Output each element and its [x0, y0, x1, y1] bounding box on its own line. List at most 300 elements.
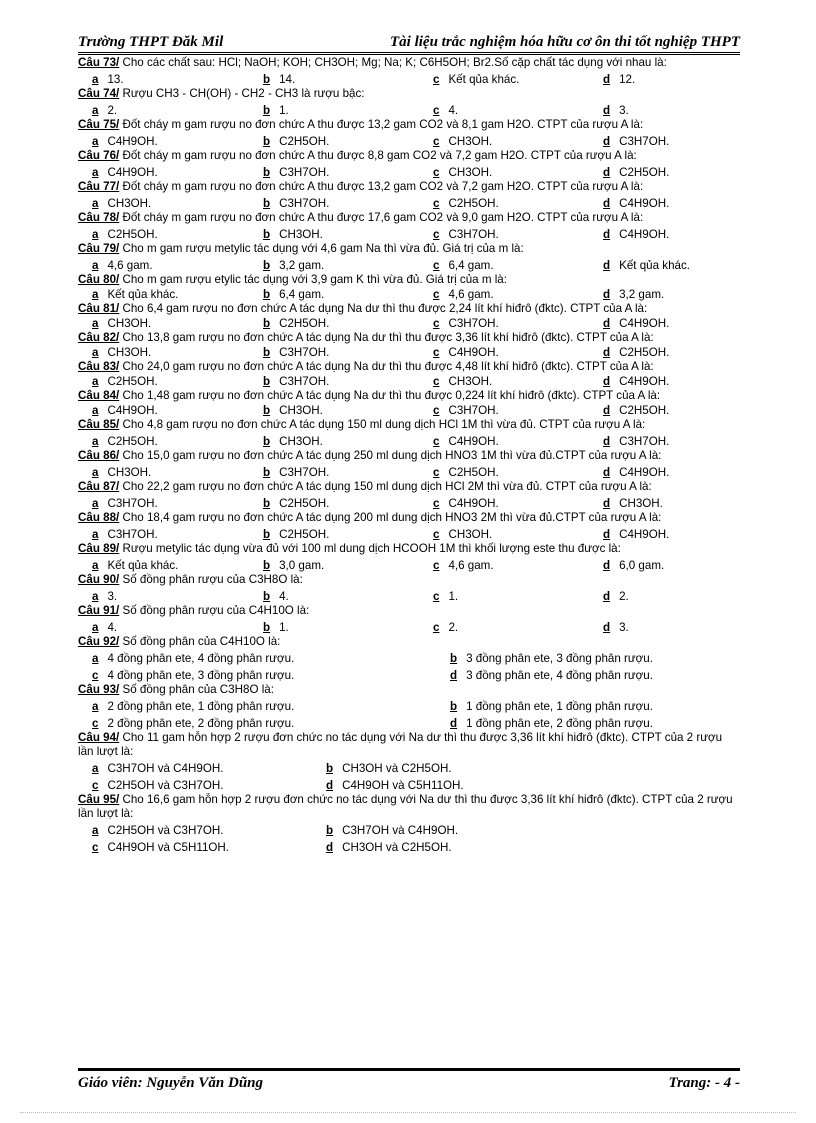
option-letter: d	[603, 135, 611, 148]
option-letter: a	[92, 375, 99, 388]
option-text: C4H9OH.	[619, 197, 670, 210]
question-text: Đốt cháy m gam rượu no đơn chức A thu được 8,8 gam CO2 và 7,2 gam H2O. CTPT của rượu A là:	[119, 149, 637, 162]
option-letter: d	[603, 288, 611, 301]
option-text: 3,2 gam.	[279, 259, 325, 272]
option-text: Kết qủa khác.	[107, 559, 179, 572]
question-label: Câu 84/	[78, 389, 120, 402]
option-letter: b	[263, 288, 271, 301]
option-letter: c	[92, 669, 99, 682]
option-letter: d	[603, 466, 611, 479]
option-d	[603, 288, 664, 302]
option-letter: b	[263, 166, 271, 179]
option-text: CH3OH và C2H5OH.	[342, 841, 452, 854]
option-letter: a	[92, 73, 99, 86]
option-text: 3.	[619, 621, 629, 634]
option-text: 1.	[279, 104, 289, 117]
option-letter: c	[433, 228, 440, 241]
option-letter: d	[603, 346, 611, 359]
question-stem	[78, 331, 740, 345]
document-title: Tài liệu trắc nghiệm hóa hữu cơ ôn thi tốt nghiệp THPT	[390, 34, 740, 50]
options-row	[78, 432, 740, 449]
options-row	[78, 587, 740, 604]
option-b	[263, 346, 329, 360]
question-88	[78, 511, 740, 542]
option-letter: d	[603, 104, 611, 117]
question-label: Câu 74/	[78, 87, 120, 100]
question-text: Cho 11 gam hỗn hợp 2 rượu đơn chức no tác dụng với Na dư thì thu được 3,36 lít khí hiđrô (đktc). CTPT của 2 rượu lần lượt là:	[78, 731, 723, 758]
option-letter: b	[263, 404, 271, 417]
option-c	[433, 197, 499, 211]
option-d	[603, 621, 629, 635]
option-letter: b	[263, 375, 271, 388]
option-text: 13.	[107, 73, 124, 86]
option-letter: a	[92, 259, 99, 272]
option-text: 3.	[619, 104, 629, 117]
option-d	[603, 497, 663, 511]
question-stem	[78, 273, 740, 287]
question-label: Câu 89/	[78, 542, 120, 555]
options-row	[78, 714, 740, 731]
option-b	[263, 228, 323, 242]
option-text: 1 đồng phân ete, 1 đồng phân rượu.	[466, 700, 653, 713]
option-text: C3H7OH.	[279, 375, 330, 388]
question-label: Câu 81/	[78, 302, 120, 315]
option-text: C3H7OH và C4H9OH.	[107, 762, 224, 775]
option-d	[450, 717, 653, 731]
option-a	[92, 197, 151, 211]
option-letter: c	[433, 166, 440, 179]
option-a	[92, 288, 178, 302]
question-label: Câu 94/	[78, 731, 120, 744]
option-letter: c	[92, 779, 99, 792]
option-c	[433, 435, 499, 449]
option-letter: b	[326, 824, 334, 837]
option-letter: c	[433, 317, 440, 330]
options-row	[78, 403, 740, 418]
question-85	[78, 418, 740, 449]
option-text: 12.	[619, 73, 636, 86]
question-label: Câu 77/	[78, 180, 120, 193]
option-letter: c	[433, 528, 440, 541]
option-letter: a	[92, 404, 99, 417]
question-text: Số đồng phân rượu của C3H8O là:	[119, 573, 303, 586]
option-d	[603, 466, 669, 480]
option-c	[92, 841, 229, 855]
option-a	[92, 824, 223, 838]
options-row	[78, 345, 740, 360]
question-text: Số đồng phân rượu của C4H10O là:	[119, 604, 310, 617]
option-text: CH3OH.	[107, 466, 152, 479]
options-row	[78, 70, 740, 87]
option-c	[433, 317, 499, 331]
option-letter: d	[603, 317, 611, 330]
option-text: C3H7OH.	[448, 404, 499, 417]
question-stem	[78, 731, 740, 759]
question-stem	[78, 683, 740, 697]
options-row	[78, 256, 740, 273]
question-text: Cho m gam rượu etylic tác dụng với 3,9 gam K thì vừa đủ. Giá trị của m là:	[119, 273, 507, 286]
option-text: C4H9OH.	[619, 528, 670, 541]
option-text: 4.	[448, 104, 459, 117]
question-label: Câu 85/	[78, 418, 120, 431]
option-b	[263, 404, 323, 418]
question-82	[78, 331, 740, 360]
option-text: C4H9OH.	[448, 346, 499, 359]
option-text: C2H5OH và C3H7OH.	[107, 779, 224, 792]
question-90	[78, 573, 740, 604]
option-text: CH3OH.	[448, 166, 493, 179]
option-b	[263, 73, 295, 87]
question-label: Câu 86/	[78, 449, 120, 462]
question-stem	[78, 449, 740, 463]
page-header	[78, 32, 740, 55]
question-label: Câu 78/	[78, 211, 120, 224]
question-77	[78, 180, 740, 211]
option-text: CH3OH.	[107, 346, 152, 359]
page-footer	[78, 1068, 740, 1095]
option-a	[92, 317, 151, 331]
option-letter: a	[92, 135, 99, 148]
question-label: Câu 93/	[78, 683, 120, 696]
option-text: 6,4 gam.	[279, 288, 325, 301]
option-text: CH3OH.	[448, 375, 493, 388]
option-b	[263, 197, 329, 211]
option-letter: b	[263, 621, 271, 634]
question-stem	[78, 87, 740, 101]
option-c	[433, 104, 458, 118]
school-name: Trường THPT Đăk Mil	[78, 34, 224, 50]
option-text: 4,6 gam.	[448, 288, 494, 301]
option-letter: b	[450, 700, 458, 713]
question-stem	[78, 118, 740, 132]
option-letter: c	[433, 346, 440, 359]
option-c	[92, 779, 223, 793]
option-letter: c	[433, 104, 440, 117]
option-c	[433, 528, 492, 542]
option-letter: b	[263, 528, 271, 541]
option-letter: d	[603, 497, 611, 510]
option-d	[603, 404, 669, 418]
question-80	[78, 273, 740, 302]
question-text: Cho 4,8 gam rượu no đơn chức A tác dụng 150 ml dung dịch HCl 1M thì vừa đủ. CTPT của rượu A là:	[119, 418, 646, 431]
option-text: 1.	[448, 590, 459, 603]
question-stem	[78, 635, 740, 649]
option-a	[92, 621, 117, 635]
option-c	[433, 73, 519, 87]
option-letter: c	[433, 404, 440, 417]
option-a	[92, 104, 117, 118]
question-92	[78, 635, 740, 683]
option-a	[92, 528, 158, 542]
option-text: 4.	[107, 621, 118, 634]
options-row	[78, 287, 740, 302]
option-letter: b	[263, 559, 271, 572]
question-stem	[78, 360, 740, 374]
question-79	[78, 242, 740, 273]
option-d	[603, 317, 669, 331]
option-d	[603, 166, 669, 180]
option-letter: d	[450, 669, 458, 682]
option-text: C2H5OH.	[279, 317, 330, 330]
option-c	[92, 669, 294, 683]
question-label: Câu 92/	[78, 635, 120, 648]
option-text: C2H5OH.	[448, 197, 499, 210]
option-letter: d	[603, 528, 611, 541]
question-text: Đốt cháy m gam rượu no đơn chức A thu được 17,6 gam CO2 và 9,0 gam H2O. CTPT của rượu A là:	[119, 211, 644, 224]
question-stem	[78, 511, 740, 525]
option-letter: b	[263, 135, 271, 148]
option-letter: b	[263, 259, 271, 272]
option-c	[433, 228, 499, 242]
option-text: CH3OH.	[448, 135, 493, 148]
question-label: Câu 80/	[78, 273, 120, 286]
option-text: 3 đồng phân ete, 4 đồng phân rượu.	[466, 669, 653, 682]
option-letter: a	[92, 590, 99, 603]
question-label: Câu 87/	[78, 480, 120, 493]
question-stem	[78, 242, 740, 256]
option-text: C4H9OH.	[619, 228, 670, 241]
option-a	[92, 700, 294, 714]
option-text: C2H5OH.	[279, 135, 330, 148]
option-text: C2H5OH.	[279, 497, 330, 510]
options-row	[78, 463, 740, 480]
options-row	[78, 666, 740, 683]
option-letter: d	[603, 590, 611, 603]
option-b	[263, 559, 324, 573]
option-letter: b	[263, 73, 271, 86]
option-letter: d	[603, 435, 611, 448]
option-a	[92, 762, 223, 776]
question-74	[78, 87, 740, 118]
question-stem	[78, 542, 740, 556]
option-text: C2H5OH.	[107, 228, 158, 241]
option-letter: b	[263, 435, 271, 448]
option-text: CH3OH.	[279, 404, 323, 417]
option-text: Kết qủa khác.	[619, 259, 690, 272]
option-text: C3H7OH.	[619, 135, 670, 148]
option-letter: a	[92, 700, 99, 713]
option-letter: d	[603, 621, 611, 634]
option-letter: a	[92, 497, 99, 510]
option-text: C3H7OH.	[279, 466, 330, 479]
question-label: Câu 90/	[78, 573, 120, 586]
option-text: C3H7OH.	[279, 166, 330, 179]
option-letter: a	[92, 317, 99, 330]
option-letter: a	[92, 762, 99, 775]
option-c	[433, 259, 494, 273]
option-a	[92, 135, 158, 149]
option-c	[92, 717, 294, 731]
option-text: C2H5OH.	[619, 346, 670, 359]
option-text: 3 đồng phân ete, 3 đồng phân rượu.	[466, 652, 653, 665]
option-text: C4H9OH và C5H11OH.	[342, 779, 464, 792]
option-b	[263, 528, 329, 542]
question-stem	[78, 56, 740, 70]
options-row	[78, 618, 740, 635]
options-row	[78, 821, 740, 838]
option-b	[326, 762, 452, 776]
question-label: Câu 83/	[78, 360, 120, 373]
option-text: 2.	[448, 621, 459, 634]
options-row	[78, 101, 740, 118]
option-a	[92, 652, 294, 666]
option-letter: a	[92, 528, 99, 541]
question-stem	[78, 793, 740, 821]
question-95	[78, 793, 740, 855]
teacher-name: Giáo viên: Nguyễn Văn Dũng	[78, 1075, 264, 1091]
option-text: 2 đồng phân ete, 2 đồng phân rượu.	[107, 717, 295, 730]
options-row	[78, 225, 740, 242]
option-letter: c	[433, 259, 440, 272]
option-text: C4H9OH.	[448, 435, 499, 448]
option-letter: a	[92, 435, 99, 448]
option-letter: b	[263, 197, 271, 210]
option-d	[326, 779, 464, 793]
question-84	[78, 389, 740, 418]
option-letter: a	[92, 824, 99, 837]
question-stem	[78, 149, 740, 163]
option-text: C3H7OH.	[107, 528, 158, 541]
option-letter: b	[263, 346, 271, 359]
option-text: CH3OH.	[279, 228, 323, 241]
option-a	[92, 404, 158, 418]
option-letter: b	[263, 466, 271, 479]
question-stem	[78, 418, 740, 432]
option-c	[433, 346, 499, 360]
question-text: Cho 13,8 gam rượu no đơn chức A tác dụng Na dư thì thu được 3,36 lít khí hiđrô (đktc). CTPT của A là:	[119, 331, 654, 344]
option-letter: c	[433, 435, 440, 448]
option-letter: d	[603, 197, 611, 210]
option-text: Kết qủa khác.	[448, 73, 520, 86]
option-text: Kết qủa khác.	[107, 288, 179, 301]
question-94	[78, 731, 740, 793]
option-a	[92, 375, 158, 389]
question-text: Đốt cháy m gam rượu no đơn chức A thu được 13,2 gam CO2 và 8,1 gam H2O. CTPT của rượu A là:	[119, 118, 644, 131]
options-row	[78, 776, 740, 793]
question-label: Câu 75/	[78, 118, 120, 131]
option-text: C2H5OH.	[107, 435, 158, 448]
option-b	[450, 652, 653, 666]
question-75	[78, 118, 740, 149]
option-letter: c	[433, 497, 440, 510]
question-label: Câu 73/	[78, 56, 120, 69]
option-b	[450, 700, 653, 714]
options-row	[78, 163, 740, 180]
option-a	[92, 466, 151, 480]
option-text: CH3OH.	[107, 197, 152, 210]
option-d	[326, 841, 452, 855]
question-text: Cho 22,2 gam rượu no đơn chức A tác dụng 150 ml dung dịch HCl 2M thì vừa đủ. CTPT của rượu A là:	[119, 480, 652, 493]
option-a	[92, 435, 158, 449]
option-text: C4H9OH.	[619, 466, 670, 479]
option-text: C3H7OH.	[448, 317, 499, 330]
option-d	[603, 259, 690, 273]
page-number: Trang: - 4 -	[668, 1075, 740, 1091]
option-letter: c	[92, 841, 99, 854]
option-letter: b	[263, 590, 271, 603]
question-stem	[78, 302, 740, 316]
option-letter: c	[433, 288, 440, 301]
option-letter: c	[433, 621, 440, 634]
option-text: C3H7OH và C4H9OH.	[342, 824, 459, 837]
question-93	[78, 683, 740, 731]
question-81	[78, 302, 740, 331]
options-row	[78, 374, 740, 389]
option-text: 1.	[279, 621, 289, 634]
option-text: CH3OH.	[107, 317, 152, 330]
option-letter: a	[92, 621, 99, 634]
options-row	[78, 494, 740, 511]
page	[78, 32, 740, 855]
option-c	[433, 135, 492, 149]
option-text: 4 đồng phân ete, 4 đồng phân rượu.	[107, 652, 295, 665]
option-letter: c	[433, 466, 440, 479]
question-label: Câu 91/	[78, 604, 120, 617]
option-letter: c	[433, 590, 440, 603]
option-b	[263, 317, 329, 331]
option-d	[603, 197, 669, 211]
option-text: 4.	[279, 590, 289, 603]
option-text: 6,4 gam.	[448, 259, 494, 272]
option-d	[603, 559, 664, 573]
option-letter: a	[92, 166, 99, 179]
option-b	[263, 166, 329, 180]
option-letter: c	[92, 717, 99, 730]
option-text: 6,0 gam.	[619, 559, 665, 572]
option-text: CH3OH và C2H5OH.	[342, 762, 452, 775]
option-letter: c	[433, 375, 440, 388]
option-text: C2H5OH.	[619, 166, 670, 179]
question-73	[78, 56, 740, 87]
option-d	[603, 435, 669, 449]
option-b	[263, 590, 289, 604]
option-d	[603, 73, 635, 87]
option-text: C3H7OH.	[279, 197, 330, 210]
option-text: 3,2 gam.	[619, 288, 665, 301]
question-label: Câu 82/	[78, 331, 120, 344]
question-text: Cho 1,48 gam rượu no đơn chức A tác dụng Na dư thì thu được 0,224 lít khí hiđrô (đktc). CTPT của A là:	[119, 389, 661, 402]
question-text: Cho các chất sau: HCl; NaOH; KOH; CH3OH; Mg; Na; K; C6H5OH; Br2.Số cặp chất tác dụng với nhau là:	[119, 56, 667, 69]
question-text: Cho 6,4 gam rượu no đơn chức A tác dụng Na dư thì thu được 2,24 lít khí hiđrô (đktc). CTPT của A là:	[119, 302, 648, 315]
option-letter: d	[603, 259, 611, 272]
option-c	[433, 375, 492, 389]
option-text: 14.	[279, 73, 296, 86]
option-letter: a	[92, 228, 99, 241]
option-text: C3H7OH.	[107, 497, 158, 510]
question-label: Câu 76/	[78, 149, 120, 162]
question-stem	[78, 480, 740, 494]
question-stem	[78, 573, 740, 587]
question-list	[78, 56, 740, 855]
option-d	[603, 528, 669, 542]
question-83	[78, 360, 740, 389]
option-letter: b	[450, 652, 458, 665]
option-text: 3,0 gam.	[279, 559, 325, 572]
option-letter: d	[603, 73, 611, 86]
option-text: CH3OH.	[279, 435, 323, 448]
option-a	[92, 590, 117, 604]
option-letter: c	[433, 73, 440, 86]
question-78	[78, 211, 740, 242]
option-b	[263, 288, 324, 302]
option-text: C3H7OH.	[619, 435, 670, 448]
question-text: Số đồng phân của C3H8O là:	[119, 683, 274, 696]
option-letter: c	[433, 197, 440, 210]
question-text: Cho 18,4 gam rượu no đơn chức A tác dụng 200 ml dung dịch HNO3 2M thì vừa đủ.CTPT của rượu A là:	[119, 511, 662, 524]
option-d	[603, 104, 629, 118]
option-text: C4H9OH.	[448, 497, 499, 510]
question-label: Câu 95/	[78, 793, 120, 806]
